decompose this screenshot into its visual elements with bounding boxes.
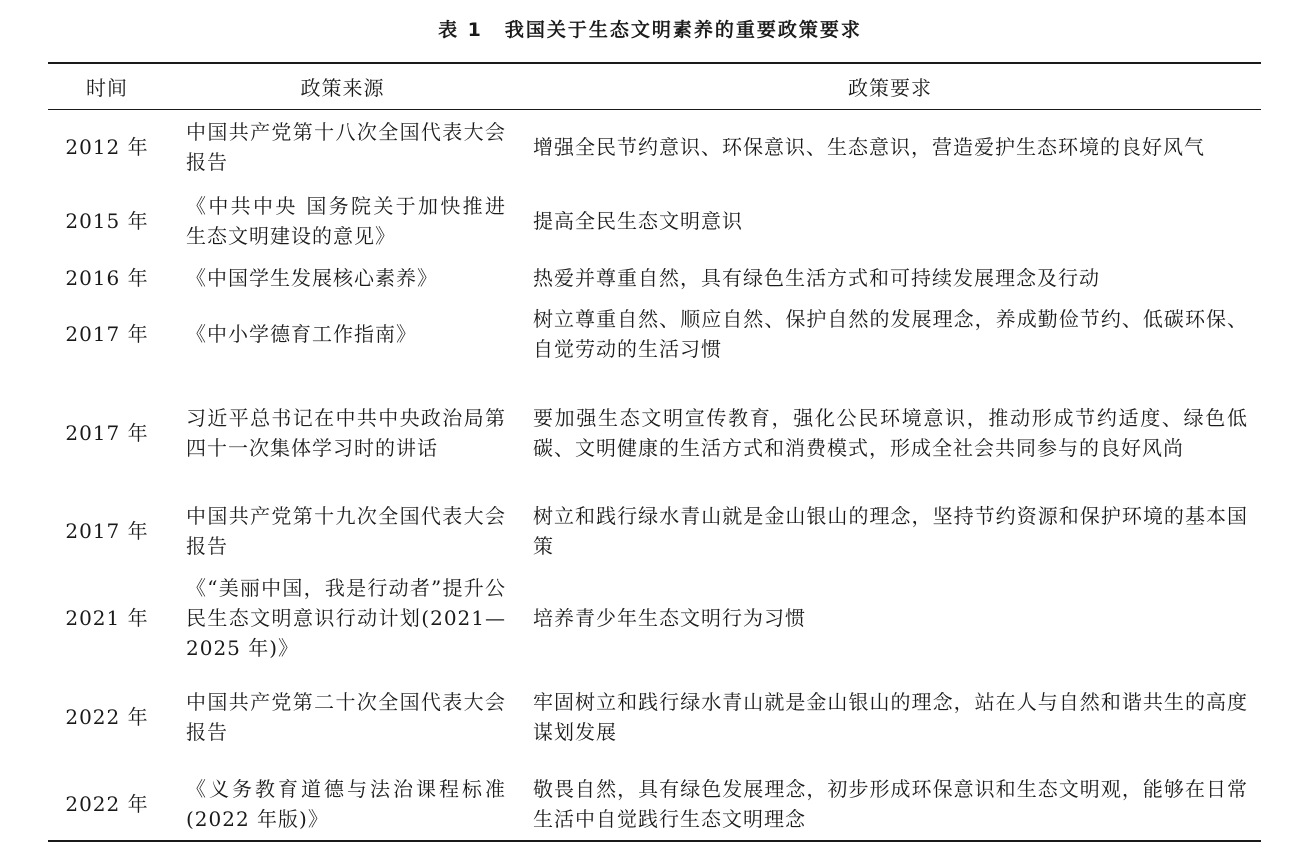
row-year: 2022 年 [65, 792, 149, 816]
row-requirement: 热爱并尊重自然，具有绿色生活方式和可持续发展理念及行动 [533, 266, 1100, 290]
row-year: 2012 年 [65, 135, 149, 159]
row-source: 《中小学德育工作指南》 [186, 322, 417, 346]
row-year: 2015 年 [65, 209, 149, 233]
table-row [48, 110, 1261, 184]
table-row [48, 497, 1261, 565]
row-requirement: 增强全民节约意识、环保意识、生态意识，营造爱护生态环境的良好风气 [533, 135, 1205, 159]
table-row [48, 683, 1261, 751]
row-year: 2021 年 [65, 606, 149, 630]
table-row [48, 300, 1261, 368]
row-requirement: 树立尊重自然、顺应自然、保护自然的发展理念，养成勤俭节约、低碳环保、自觉劳动的生活习惯 [533, 307, 1248, 361]
row-source: 中国共产党第二十次全国代表大会报告 [186, 690, 506, 744]
table-row [48, 570, 1261, 666]
header-time: 时间 [86, 76, 128, 100]
row-source: 《义务教育道德与法治课程标准(2022 年版)》 [186, 777, 506, 831]
table-row [48, 385, 1261, 481]
row-source: 《中共中央 国务院关于加快推进生态文明建设的意见》 [186, 194, 506, 248]
table-number: 表 1 [438, 19, 483, 41]
row-year: 2022 年 [65, 705, 149, 729]
row-source: 中国共产党第十八次全国代表大会报告 [186, 120, 506, 174]
row-requirement: 要加强生态文明宣传教育，强化公民环境意识，推动形成节约适度、绿色低碳、文明健康的生活方式和消费模式，形成全社会共同参与的良好风尚 [533, 406, 1248, 460]
row-requirement: 培养青少年生态文明行为习惯 [533, 606, 806, 630]
row-year: 2017 年 [65, 421, 149, 445]
row-source: 中国共产党第十九次全国代表大会报告 [186, 504, 506, 558]
header-requirement: 政策要求 [848, 76, 932, 100]
row-requirement: 牢固树立和践行绿水青山就是金山银山的理念，站在人与自然和谐共生的高度谋划发展 [533, 690, 1248, 744]
table-caption [0, 15, 1300, 45]
row-requirement: 敬畏自然，具有绿色发展理念，初步形成环保意识和生态文明观，能够在日常生活中自觉践行生态文明理念 [533, 777, 1248, 831]
table-row [48, 258, 1261, 298]
table-title: 我国关于生态文明素养的重要政策要求 [504, 19, 862, 41]
row-source: 《“美丽中国，我是行动者”提升公民生态文明意识行动计划(2021—2025 年)》 [186, 576, 506, 660]
row-source: 习近平总书记在中共中央政治局第四十一次集体学习时的讲话 [186, 406, 506, 460]
row-year: 2016 年 [65, 266, 149, 290]
row-year: 2017 年 [65, 519, 149, 543]
table-row [48, 770, 1261, 838]
table-row [48, 186, 1261, 256]
row-requirement: 提高全民生态文明意识 [533, 209, 743, 233]
row-year: 2017 年 [65, 322, 149, 346]
row-source: 《中国学生发展核心素养》 [186, 266, 438, 290]
header-source: 政策来源 [300, 76, 385, 100]
row-requirement: 树立和践行绿水青山就是金山银山的理念，坚持节约资源和保护环境的基本国策 [533, 504, 1248, 558]
bottom-rule [48, 840, 1261, 842]
